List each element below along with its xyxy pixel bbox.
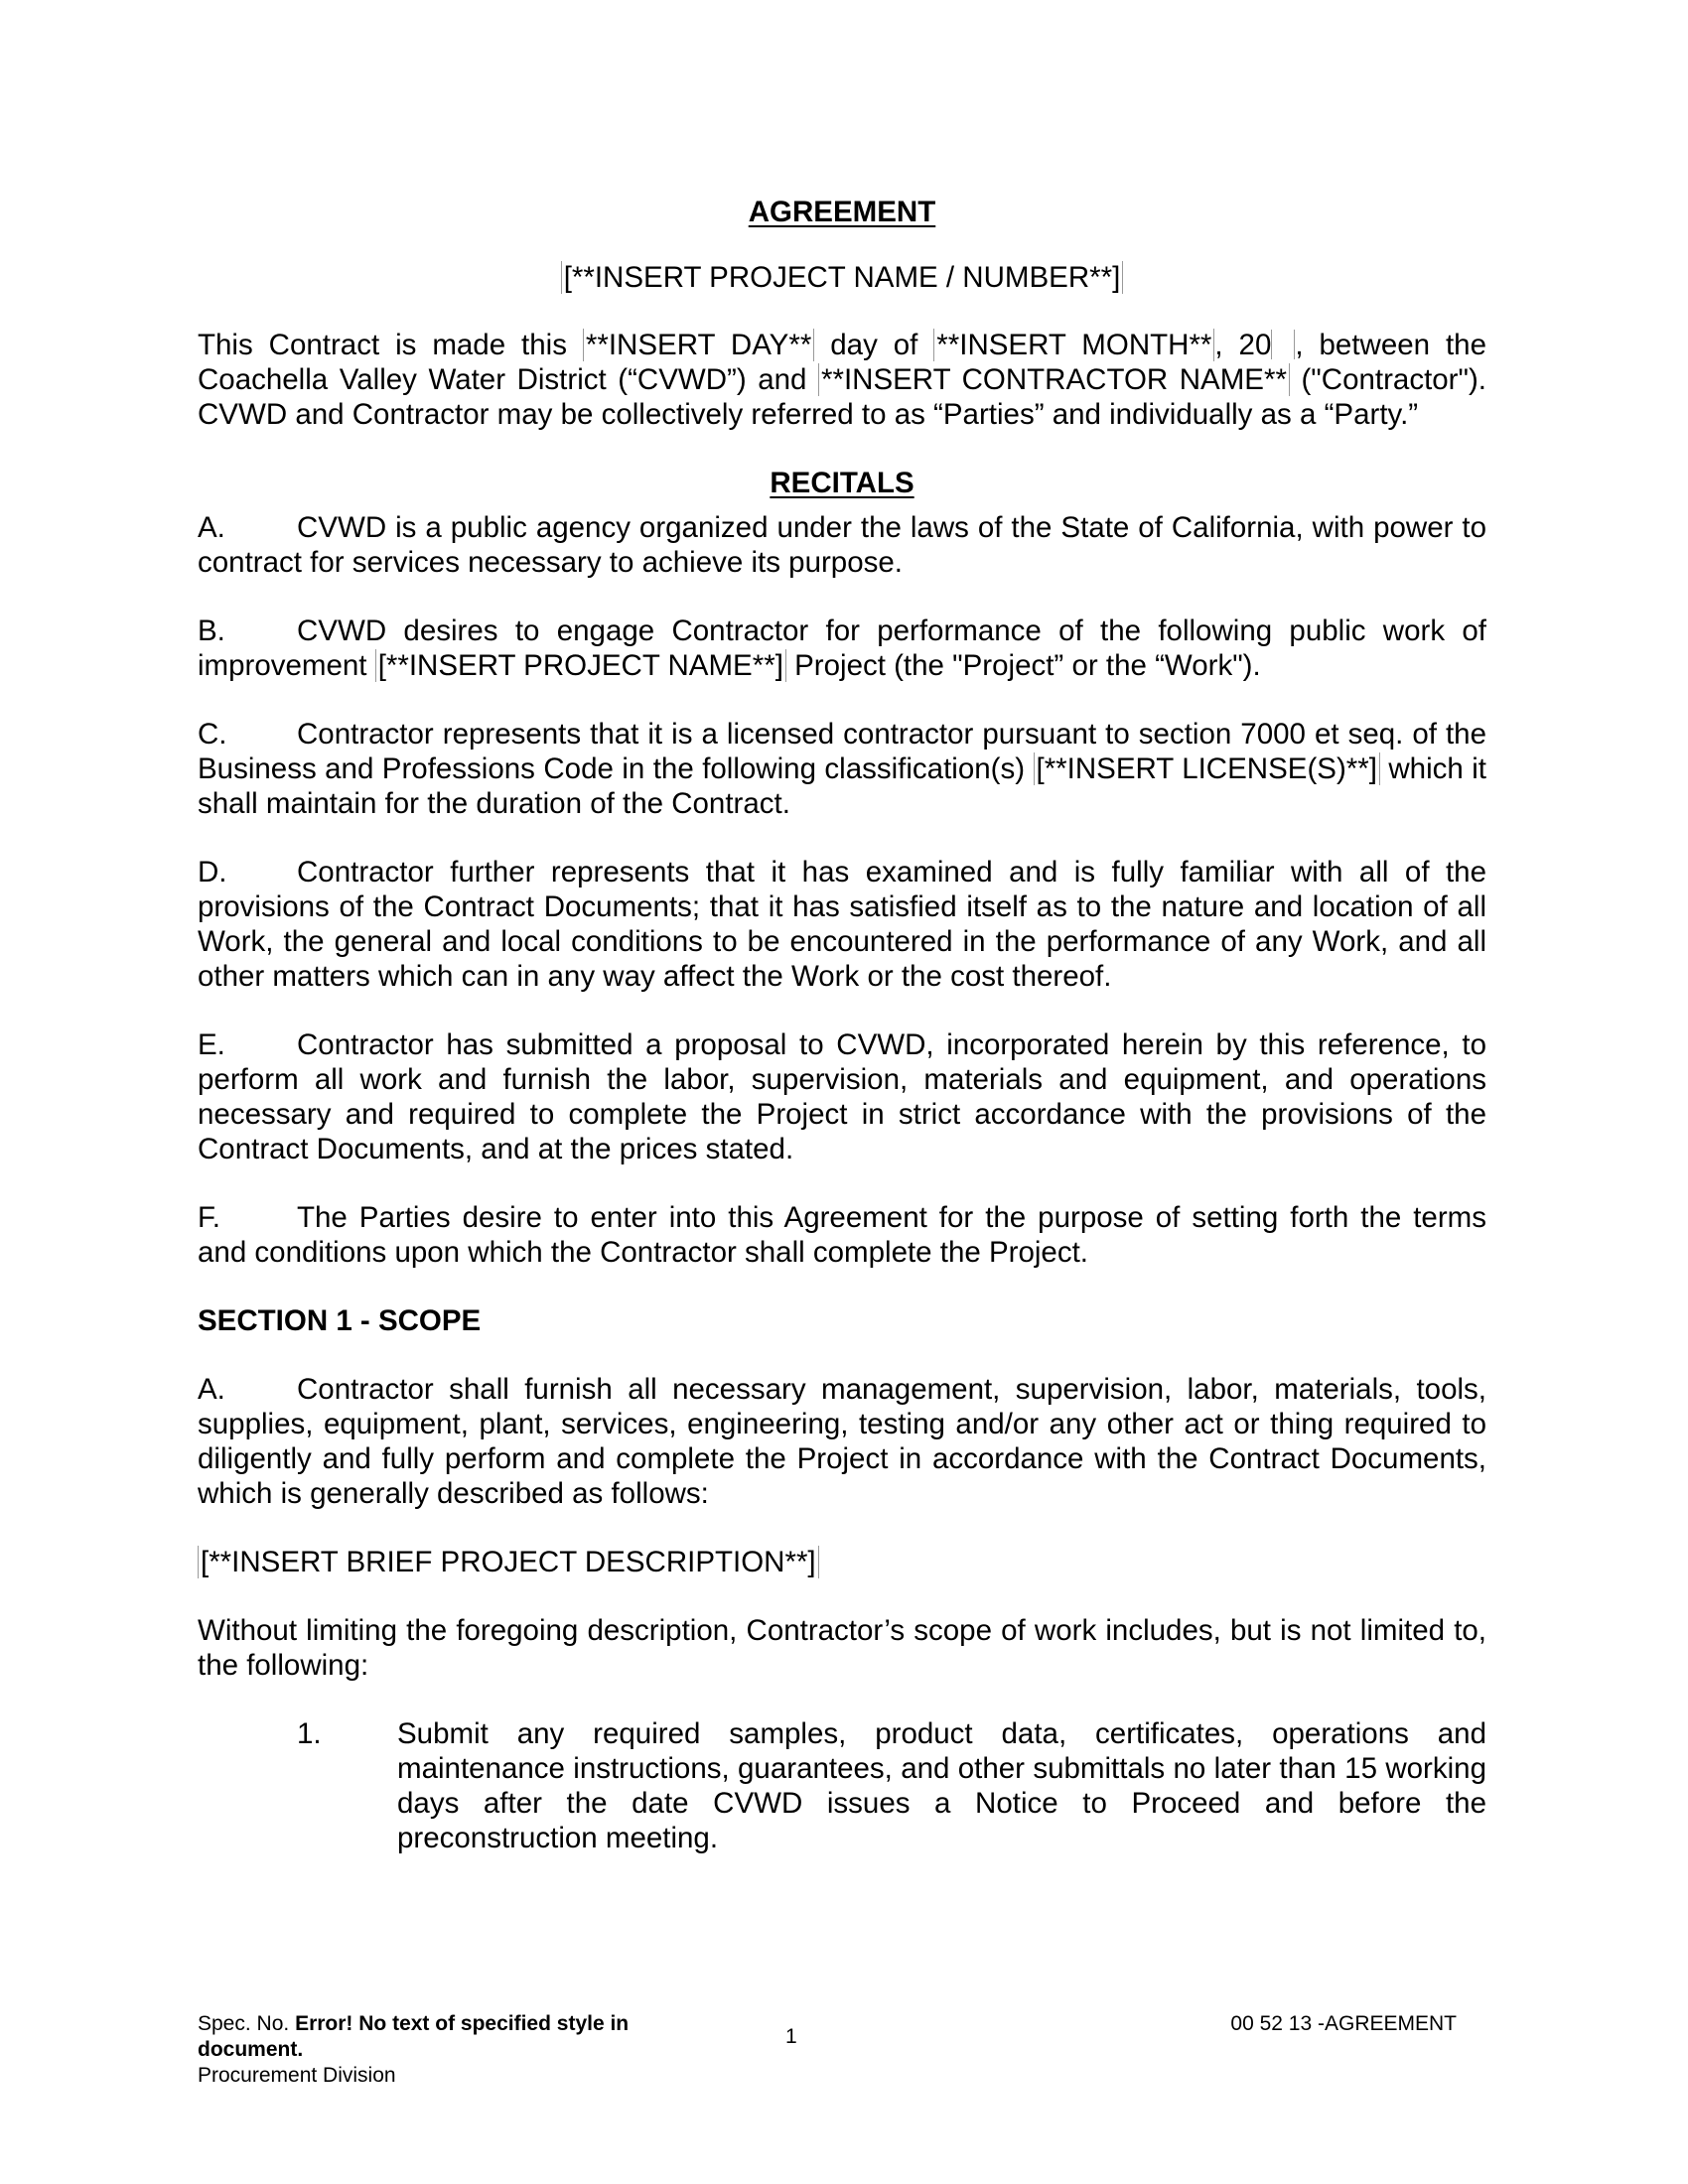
recital-text: Contractor has submitted a proposal to CVWD, incorporated herein by this reference, to perform all work and furnish the labor, supervision, materials and equipment, and operations necessary and required to complete the Project in strict accordance with the provisions of the Contract Documents, and at the prices stated. [198,1028,1486,1165]
recital-e [198,1027,1486,1166]
spec-label: Spec. No. [198,2012,296,2035]
month-placeholder[interactable]: **INSERT MONTH** [933,329,1214,361]
project-name-line [198,260,1486,295]
day-placeholder[interactable]: **INSERT DAY** [583,329,814,361]
recitals-title: RECITALS [770,467,914,499]
recital-text: CVWD desires to engage Contractor for performance of the following public work of improvement [198,614,1486,682]
recital-text: The Parties desire to enter into this Agreement for the purpose of setting forth the terms and conditions upon which the Contractor shall complete the Project. [198,1201,1486,1269]
list-number: 1. [297,1717,322,1750]
section-1-title: SECTION 1 - SCOPE [198,1304,482,1337]
list-text: Submit any required samples, product data, certificates, operations and maintenance instructions, guarantees, and other submittals no later than 15 working days after the date CVWD issues a Notice to Proceed and before the preconstruction meeting. [397,1717,1486,1854]
document-title: AGREEMENT [748,196,936,228]
intro-text: This Contract is made this [198,329,583,361]
recital-letter: B. [198,614,225,647]
recital-letter: F. [198,1201,220,1234]
project-name-placeholder[interactable]: [**INSERT PROJECT NAME / NUMBER**] [561,261,1124,294]
footer-spec [198,2011,674,2089]
page-number: 1 [785,2025,797,2048]
recital-text: CVWD is a public agency organized under the laws of the State of California, with power to contract for services necessary to achieve its purpose. [198,511,1486,579]
recital-text: which it shall maintain for the duration of the Contract. [198,752,1486,820]
scope-intro: Without limiting the foregoing description, Contractor’s scope of work includes, but is not limited to, the following: [198,1614,1486,1682]
document-body [198,195,1486,1889]
recital-text: Contractor represents that it is a licensed contractor pursuant to section 7000 et seq. of the Business and Professions Code in the following classification(s) [198,718,1486,785]
recital-letter: E. [198,1028,225,1061]
project-placeholder[interactable]: [**INSERT PROJECT NAME**] [375,649,786,682]
spec-error-text: Error! No text of specified style in document. [198,2012,630,2061]
intro-text: , 20 [1214,329,1272,361]
division-label: Procurement Division [198,2064,396,2087]
recital-f [198,1200,1486,1270]
recital-text: Contractor further represents that it has examined and is fully familiar with all of the provisions of the Contract Documents; that it has satisfied itself as to the nature and location of all Work, the general and local conditions to be encountered in the performance of any Work, and all other matters which can in any way affect the Work or the cost thereof. [198,856,1486,993]
project-description-line [198,1545,1486,1579]
section-1-a [198,1372,1486,1511]
recital-d [198,855,1486,994]
project-description-placeholder[interactable]: [**INSERT BRIEF PROJECT DESCRIPTION**] [198,1546,819,1578]
intro-text: day of [814,329,934,361]
section-letter: A. [198,1373,225,1406]
recital-letter: D. [198,856,227,888]
intro-paragraph [198,328,1486,432]
intro-text: , between the Coachella Valley Water District (“CVWD”) and [198,329,1486,396]
year-placeholder[interactable] [1271,330,1295,359]
recital-c [198,717,1486,821]
recitals-heading [198,466,1486,500]
recital-a [198,510,1486,580]
scope-item-1 [198,1716,1486,1855]
section-code: 00 52 13 -AGREEMENT [1230,2012,1457,2035]
recital-letter: A. [198,511,225,544]
license-placeholder[interactable]: [**INSERT LICENSE(S)**] [1034,752,1380,785]
recital-text: Project (the "Project” or the “Work"). [785,649,1261,682]
intro-text: ("Contractor"). CVWD and Contractor may be collectively referred to as “Parties” and individually as a “Party.” [198,363,1486,431]
recital-letter: C. [198,718,227,751]
recital-b [198,614,1486,683]
contractor-name-placeholder[interactable]: **INSERT CONTRACTOR NAME** [818,363,1290,396]
section-text: Contractor shall furnish all necessary management, supervision, labor, materials, tools, supplies, equipment, plant, services, engineering, testing and/or any other act or thing required to diligently and fully perform and complete the Project in accordance with the Contract Documents, which is generally described as follows: [198,1373,1486,1510]
title-block [198,195,1486,229]
page-footer [198,2011,1486,2091]
